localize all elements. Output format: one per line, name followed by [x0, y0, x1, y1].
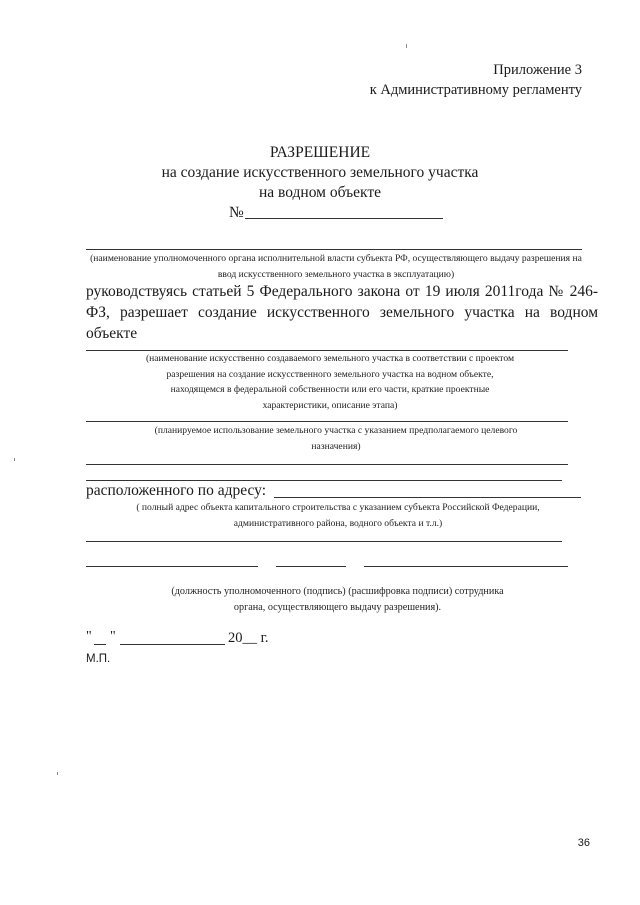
number-sign: №	[229, 204, 244, 221]
scan-speck	[57, 772, 58, 775]
scan-speck	[406, 44, 407, 48]
authority-caption: (наименование уполномоченного органа исполнительной власти субъекта РФ, осуществляющего выдачу разрешения на ввод искусственного земельного участка в эксплуатацию)	[90, 253, 582, 280]
signature-decoding-field-line	[364, 566, 568, 567]
document-title: РАЗРЕШЕНИЕ	[269, 144, 371, 161]
date-quote-open: "	[86, 629, 92, 644]
date-month-line	[120, 644, 225, 645]
planned-use-caption: (планируемое использование земельного участка с указанием предполагаемого целевого назначения)	[154, 425, 518, 452]
signature-caption: (должность уполномоченного (подпись) (расшифровка подписи) сотрудника органа, осуществляющего выдачу разрешения).	[171, 586, 504, 613]
date-quote-close: "	[110, 629, 116, 644]
address-blank-line	[86, 541, 562, 542]
address-field-line	[274, 497, 581, 498]
address-label: расположенного по адресу:	[86, 482, 266, 499]
scan-speck	[14, 458, 15, 461]
date-year: 20__ г.	[228, 630, 269, 646]
authority-field-line	[86, 249, 582, 250]
document-subtitle-line-2: на водном объекте	[258, 184, 381, 201]
planned-use-field-line	[86, 421, 568, 422]
blank-line-1	[86, 464, 568, 465]
number-field-line	[245, 218, 443, 219]
blank-line-2	[86, 480, 562, 481]
address-caption: ( полный адрес объекта капитального строительства с указанием субъекта Российской Федерации, административного района, водного объекта и т.л.)	[136, 502, 540, 529]
page-number: 36	[577, 837, 590, 849]
appendix-number: Приложение 3	[493, 62, 582, 78]
document-subtitle-line-1: на создание искусственного земельного участка	[161, 164, 479, 181]
date-day-line	[94, 644, 106, 645]
main-text: руководствуясь статьей 5 Федерального закона от 19 июля 2011года № 246-ФЗ, разрешает создание искусственного земельного участка на водном объекте	[86, 283, 598, 342]
stamp-label: М.П.	[86, 653, 111, 665]
position-field-line	[86, 566, 258, 567]
land-plot-caption: (наименование искусственно создаваемого земельного участка в соответствии с проектом разрешения на создание искусственного земельного участка на водном объекте, находящемся в федеральной собственности или его части, краткие проектные характеристики, описание этапа)	[145, 353, 515, 411]
appendix-reference: к Административному регламенту	[369, 82, 582, 98]
signature-field-line	[276, 566, 346, 567]
